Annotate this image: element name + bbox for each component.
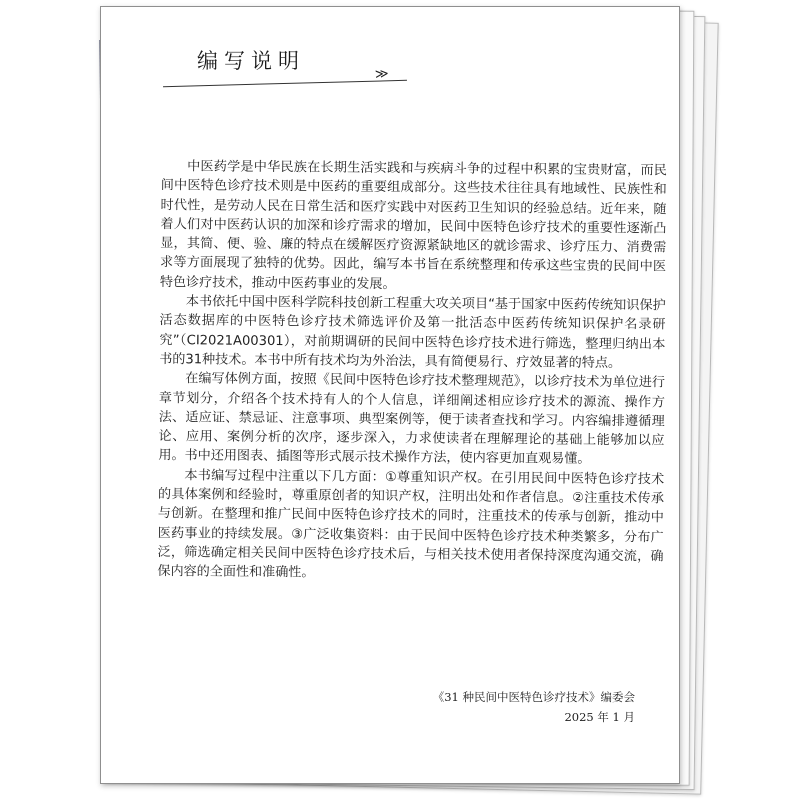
paragraph-1: 中医药学是中华民族在长期生活实践和与疾病斗争的过程中积累的宝贵财富，而民间中医特色诊疗技术则是中医药的重要组成部分。这些技术往往具有地域性、民族性和时代性，是劳动人民在日常生活和医疗实践中对医药卫生知识的经验总结。近年来，随着人们对中医药认识的加深和诊疗需求的增加，民间中医特色诊疗技术的重要性逐渐凸显，其简、便、验、廉的特点在缓解医疗资源紧缺地区的就诊需求、诊疗压力、消费需求等方面展现了独特的优势。因此，编写本书旨在系统整理和传承这些宝贵的民间中医特色诊疗技术，推动中医药事业的发展。 <box>159 159 667 292</box>
title-underline <box>163 80 407 87</box>
title-block <box>161 41 461 101</box>
signature-block <box>433 687 635 727</box>
double-chevron-icon: ≫ <box>374 66 387 83</box>
paragraph-3: 在编写体例方面，按照《民间中医特色诊疗技术整理规范》，以诊疗技术为单位进行章节划分，介绍各个技术持有人的个人信息，详细阐述相应诊疗技术的源流、操作方法、适应证、禁忌证、注意事项、典型案例等，便于读者查找和学习。内容编排遵循理论、应用、案例分析的次序，逐步深入，力求使读者在理解理论的基础上能够加以应用。书中还用图表、插图等形式展示技术操作方法，使内容更加直观易懂。 <box>158 371 666 468</box>
document-page <box>100 6 680 784</box>
paragraph-4: 本书编写过程中注重以下几方面：①尊重知识产权。在引用民间中医特色诊疗技术的具体案例和经验时，尊重原创者的知识产权，注明出处和作者信息。②注重技术传承与创新。在整理和推广民间中医特色诊疗技术的同时，注重技术的传承与创新，推动中医药事业的持续发展。③广泛收集资料：由于民间中医特色诊疗技术种类繁多，分布广泛，筛选确定相关民间中医特色诊疗技术后，与相关技术使用者保持深度沟通交流，确保内容的全面性和准确性。 <box>157 467 665 581</box>
page-title: 编写说明 <box>197 49 305 73</box>
signature-date: 2025 年 1 月 <box>564 710 635 724</box>
signature-committee: 《31 种民间中医特色诊疗技术》编委会 <box>432 690 635 704</box>
body-text <box>157 157 667 586</box>
paragraph-2: 本书依托中国中医科学院科技创新工程重大攻关项目“基于国家中医药传统知识保护活态数据库的中医特色诊疗技术筛选评价及第一批活态中医药传统知识保护名录研究”（CI2021A00301），对前期调研的民间中医特色诊疗技术进行筛选，整理归纳出本书的31种技术。本书中所有技术均为外治法，具有简便易行、疗效显著的特点。 <box>159 294 666 371</box>
